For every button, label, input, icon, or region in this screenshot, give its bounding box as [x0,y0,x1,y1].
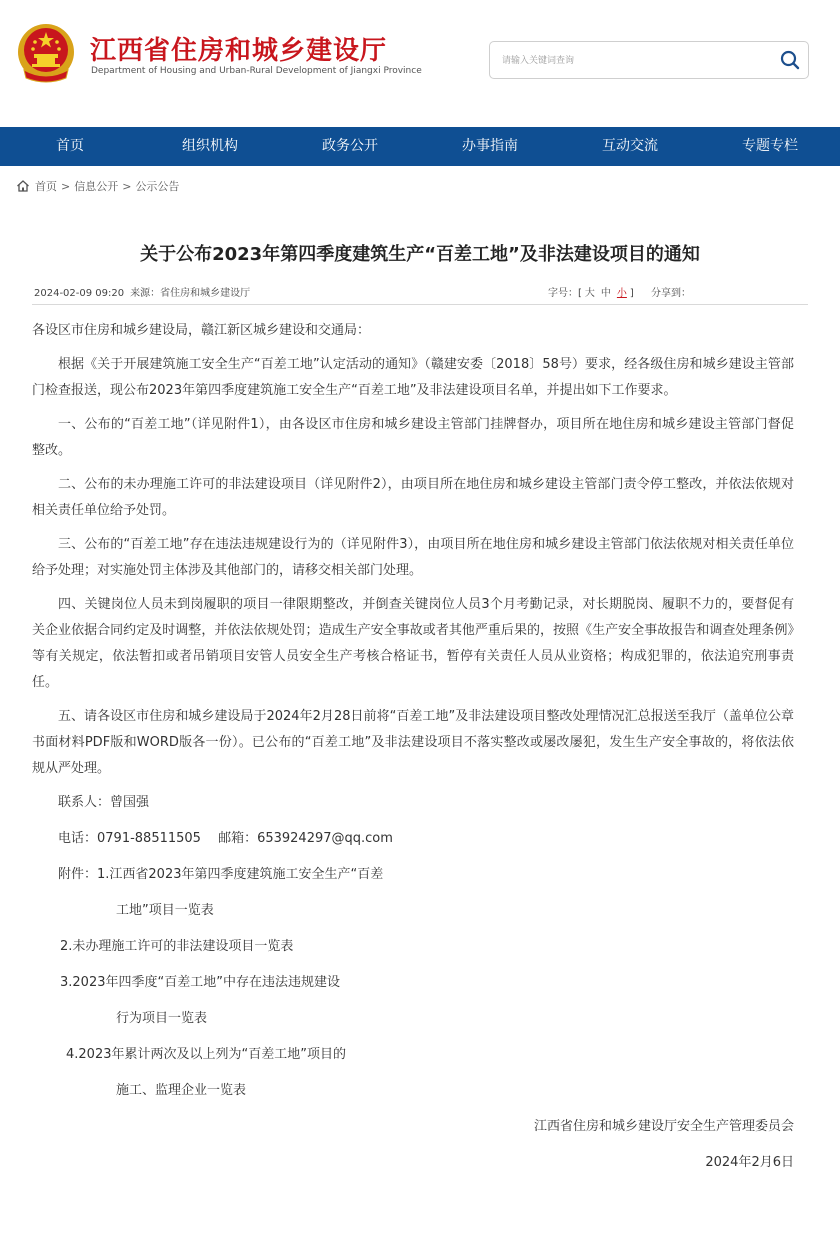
nav-service-guide[interactable]: 办事指南 [462,138,518,154]
source-value: 省住房和城乡建设厅 [160,288,251,299]
attachment-line[interactable]: 2.未办理施工许可的非法建设项目一览表 [60,939,294,954]
nav-special-topics[interactable]: 专题专栏 [742,138,798,154]
national-emblem-icon[interactable] [16,22,76,84]
article-meta [34,284,256,299]
site-title: 江西省住房和城乡建设厅 [90,36,388,66]
font-size-small[interactable]: 小 [616,288,627,299]
breadcrumb-separator: > [122,179,132,193]
signature-date: 2024年2月6日 [705,1155,794,1170]
attachment-line[interactable]: 4.2023年累计两次及以上列为“百差工地”项目的 [66,1047,346,1062]
divider [32,304,808,305]
paragraph: 五、请各设区市住房和城乡建设局于2024年2月28日前将“百差工地”及非法建设项目整改处理情况汇总报送至我厅（盖单位公章书面材料PDF版和WORD版各一份）。已公布的“百差工地”及非法建设项目不落实整改或屡改屡犯，发生生产安全事故的，将依法依规从严处理。 [32,709,794,776]
font-size-large[interactable]: 大 [584,288,595,299]
paragraph: 四、关键岗位人员未到岗履职的项目一律限期整改，并倒查关键岗位人员3个月考勤记录，对长期脱岗、履职不力的，要督促有关企业依据合同约定及时调整，并依法依规处罚；造成生产安全事故或者其他严重后果的，按照《生产安全事故报告和调查处理条例》等有关规定，依法暂扣或者吊销项目安管人员安全生产考核合格证书，暂停有关责任人员从业资格；构成犯罪的，依法追究刑事责任。 [32,597,794,690]
attachment-line[interactable]: 行为项目一览表 [116,1011,208,1026]
breadcrumb-notices[interactable]: 公示公告 [135,180,180,193]
contact-phone-email: 电话：0791-88511505 邮箱：653924297@qq.com [58,831,393,846]
signature: 江西省住房和城乡建设厅安全生产管理委员会 [533,1119,794,1134]
nav-organization[interactable]: 组织机构 [182,138,238,154]
paragraph: 三、公布的“百差工地”存在违法违规建设行为的（详见附件3），由项目所在地住房和城乡建设主管部门依法依规对相关责任单位给予处理；对实施处罚主体涉及其他部门的，请移交相关部门处理。 [32,537,794,578]
font-size-medium[interactable]: 中 [600,288,611,299]
paragraph: 根据《关于开展建筑施工安全生产“百差工地”认定活动的通知》（赣建安委〔2018〕58号）要求，经各级住房和城乡建设主管部门检查报送，现公布2023年第四季度建筑施工安全生产“百差工地”及非法建设项目名单，并提出如下工作要求。 [32,357,794,398]
font-size-label: 字号： [548,288,578,299]
nav-government-affairs[interactable]: 政务公开 [322,138,378,154]
breadcrumb-separator: > [61,179,71,193]
breadcrumb [16,178,179,194]
breadcrumb-info-public[interactable]: 信息公开 [74,180,119,193]
article-title: 关于公布2023年第四季度建筑生产“百差工地”及非法建设项目的通知 [140,244,700,265]
attachment-line[interactable]: 3.2023年四季度“百差工地”中存在违法违规建设 [60,975,340,990]
contact-person: 联系人：曾国强 [58,795,150,810]
source-label: 来源： [130,288,161,299]
attachment-line[interactable]: 附件：1.江西省2023年第四季度建筑施工安全生产“百差 [58,867,384,882]
share-label: 分享到： [651,288,691,299]
font-size-control: 字号：[ 大 中 小 ] [548,288,634,299]
publish-date: 2024-02-09 09:20 [34,288,125,299]
nav-interaction[interactable]: 互动交流 [602,138,658,154]
attachment-line[interactable]: 工地”项目一览表 [116,903,214,918]
search-input[interactable] [500,50,764,72]
salutation: 各设区市住房和城乡建设局，赣江新区城乡建设和交通局： [32,323,371,338]
attachment-line[interactable]: 施工、监理企业一览表 [116,1083,247,1098]
paragraph: 一、公布的“百差工地”（详见附件1），由各设区市住房和城乡建设主管部门挂牌督办，项目所在地住房和城乡建设主管部门督促整改。 [32,417,794,458]
site-header [0,0,840,127]
nav-home[interactable]: 首页 [56,138,84,154]
search-icon[interactable] [778,48,802,72]
breadcrumb-home[interactable]: 首页 [35,180,57,193]
home-icon [16,179,30,193]
search-box [489,41,809,79]
main-nav [0,127,840,166]
site-subtitle: Department of Housing and Urban-Rural Development of Jiangxi Province [91,66,422,76]
article-body [32,318,794,1186]
paragraph: 二、公布的未办理施工许可的非法建设项目（详见附件2），由项目所在地住房和城乡建设主管部门责令停工整改，并依法依规对相关责任单位给予处罚。 [32,477,794,518]
